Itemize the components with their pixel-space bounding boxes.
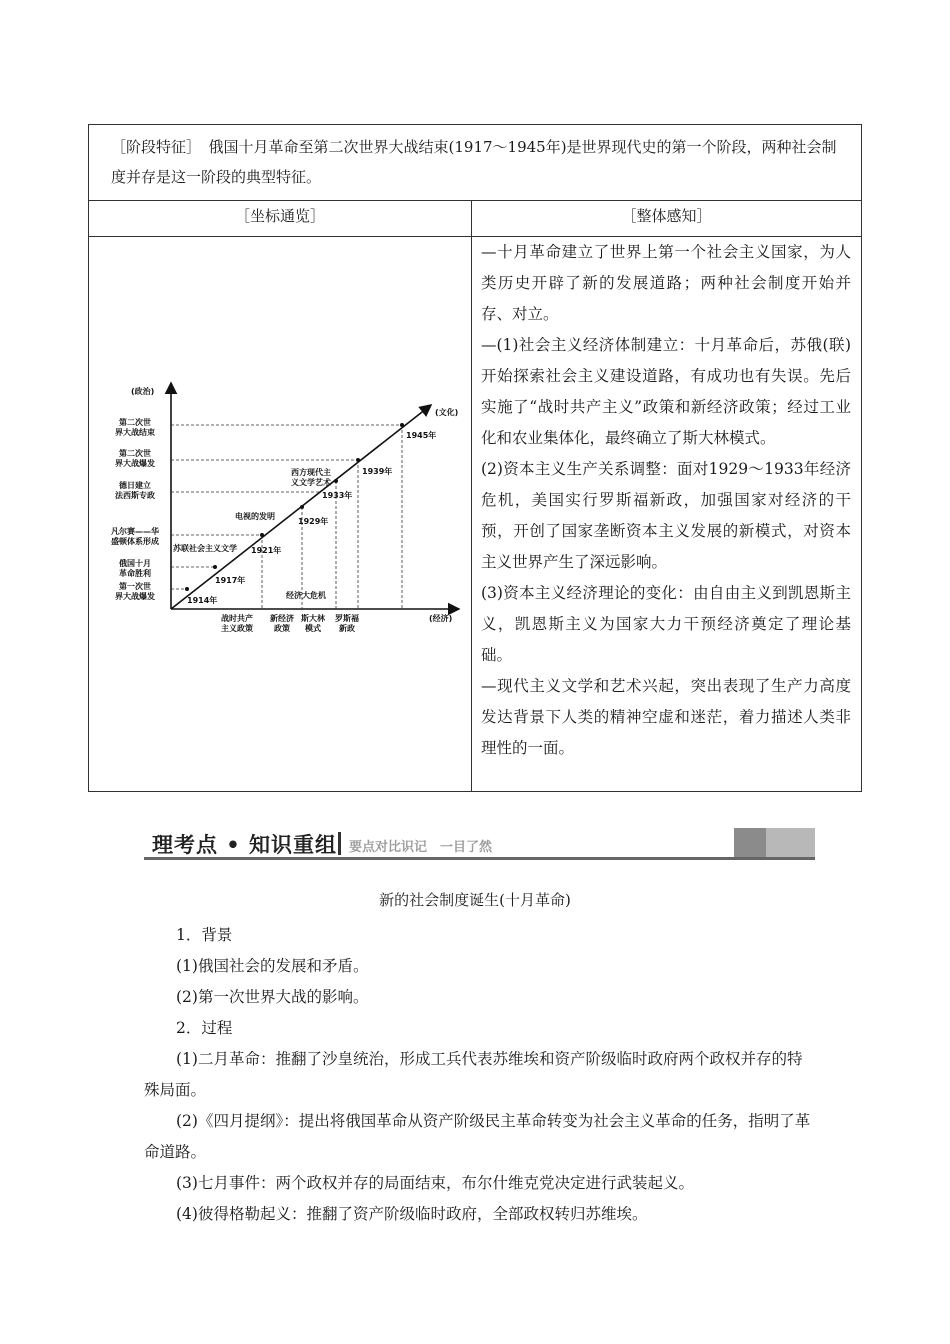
axis-label-economy: (经济) [429, 614, 453, 623]
overview-paragraph: —现代主义文学和艺术兴起，突出表现了生产力高度发达背景下人类的精神空虚和迷茫，着力描述人类非理性的一面。 [481, 677, 851, 757]
banner-divider [338, 832, 341, 855]
stage-feature-text: ［阶段特征］ 俄国十月革命至第二次世界大战结束(1917～1945年)是世界现代史的第一个阶段，两种社会制度并存是这一阶段的典型特征。 [111, 138, 837, 186]
year-1945: 1945年 [406, 431, 437, 440]
y-label-october-revolution: 俄国十月革命胜利 [119, 559, 151, 578]
body-line: (2)第一次世界大战的影响。 [176, 988, 369, 1006]
stage-feature-row [89, 125, 861, 201]
body-line: (2)《四月提纲》：提出将俄国革命从资产阶级民主革命转变为社会主义革命的任务，指明了革命道路。 [144, 1112, 811, 1161]
x-label-nep: 新经济政策 [270, 614, 294, 633]
axis-label-politics: (政治) [131, 387, 155, 396]
y-label-versailles: 凡尔赛——华盛顿体系形成 [111, 527, 159, 546]
y-label-fascism: 德日建立法西斯专政 [115, 481, 155, 500]
banner-underline [144, 857, 815, 860]
label-western-modern-art: 西方现代主义文学艺术 [291, 468, 331, 487]
year-1929: 1929年 [298, 517, 329, 526]
section-title: 新的社会制度诞生(十月革命) [379, 891, 571, 909]
section-banner [144, 828, 815, 860]
heading-process: 2．过程 [176, 1019, 233, 1037]
label-economic-crisis: 经济大危机 [286, 591, 326, 600]
overview-paragraph: (3)资本主义经济理论的变化：由自由主义到凯恩斯主义，凯恩斯主义为国家大力干预经济奠定了理论基础。 [481, 584, 851, 664]
overview-paragraph: (2)资本主义生产关系调整：面对1929～1933年经济危机，美国实行罗斯福新政，加强国家对经济的干预，开创了国家垄断资本主义发展的新模式，对资本主义世界产生了深远影响。 [481, 460, 851, 571]
banner-subtitle: 要点对比识记 一目了然 [349, 840, 493, 855]
y-label-ww2-end: 第二次世界大战结束 [115, 418, 155, 437]
axis-label-culture: (文化) [435, 408, 459, 417]
overview-paragraph: —(1)社会主义经济体制建立：十月革命后，苏俄(联)开始探索社会主义建设道路，有成功也有失误。先后实施了“战时共产主义”政策和新经济政策；经过工业化和农业集体化，最终确立了斯大林模式。 [481, 336, 851, 447]
banner-light-block [766, 828, 815, 857]
label-tv-invention: 电视的发明 [235, 512, 275, 521]
banner-dark-block [734, 828, 766, 857]
overview-paragraph: —十月革命建立了世界上第一个社会主义国家，为人类历史开辟了新的发展道路；两种社会制度开始并存、对立。 [481, 243, 851, 323]
coordinate-overview-header: ［坐标通览］ [89, 201, 472, 237]
y-label-ww2-start: 第二次世界大战爆发 [115, 449, 155, 468]
body-line: (1)二月革命：推翻了沙皇统治，形成工兵代表苏维埃和资产阶级临时政府两个政权并存的特殊局面。 [144, 1050, 803, 1099]
year-1933: 1933年 [322, 491, 353, 500]
section-body [144, 920, 816, 1230]
body-line: (4)彼得格勒起义：推翻了资产阶级临时政府，全部政权转归苏维埃。 [176, 1205, 648, 1223]
label-soviet-literature: 苏联社会主义文学 [173, 544, 237, 553]
heading-background: 1．背景 [176, 926, 233, 944]
banner-title: 理考点 • 知识重组 [152, 833, 338, 857]
summary-table [88, 124, 862, 792]
x-label-new-deal: 罗斯福新政 [335, 614, 359, 633]
y-label-ww1-start: 第一次世界大战爆发 [115, 582, 155, 601]
year-1939: 1939年 [362, 467, 393, 476]
body-line: (3)七月事件：两个政权并存的局面结束，布尔什维克党决定进行武装起义。 [176, 1174, 694, 1192]
x-label-stalin-model: 斯大林模式 [301, 614, 325, 633]
x-label-war-communism: 战时共产主义政策 [221, 614, 253, 633]
coordinate-diagram-cell [89, 237, 472, 791]
year-1914: 1914年 [187, 596, 218, 605]
coordinate-diagram [89, 237, 471, 791]
year-1921: 1921年 [251, 546, 282, 555]
overall-perception-cell [472, 237, 861, 791]
overall-perception-header: ［整体感知］ [472, 201, 861, 237]
body-line: (1)俄国社会的发展和矛盾。 [176, 957, 369, 975]
year-1917: 1917年 [215, 576, 246, 585]
